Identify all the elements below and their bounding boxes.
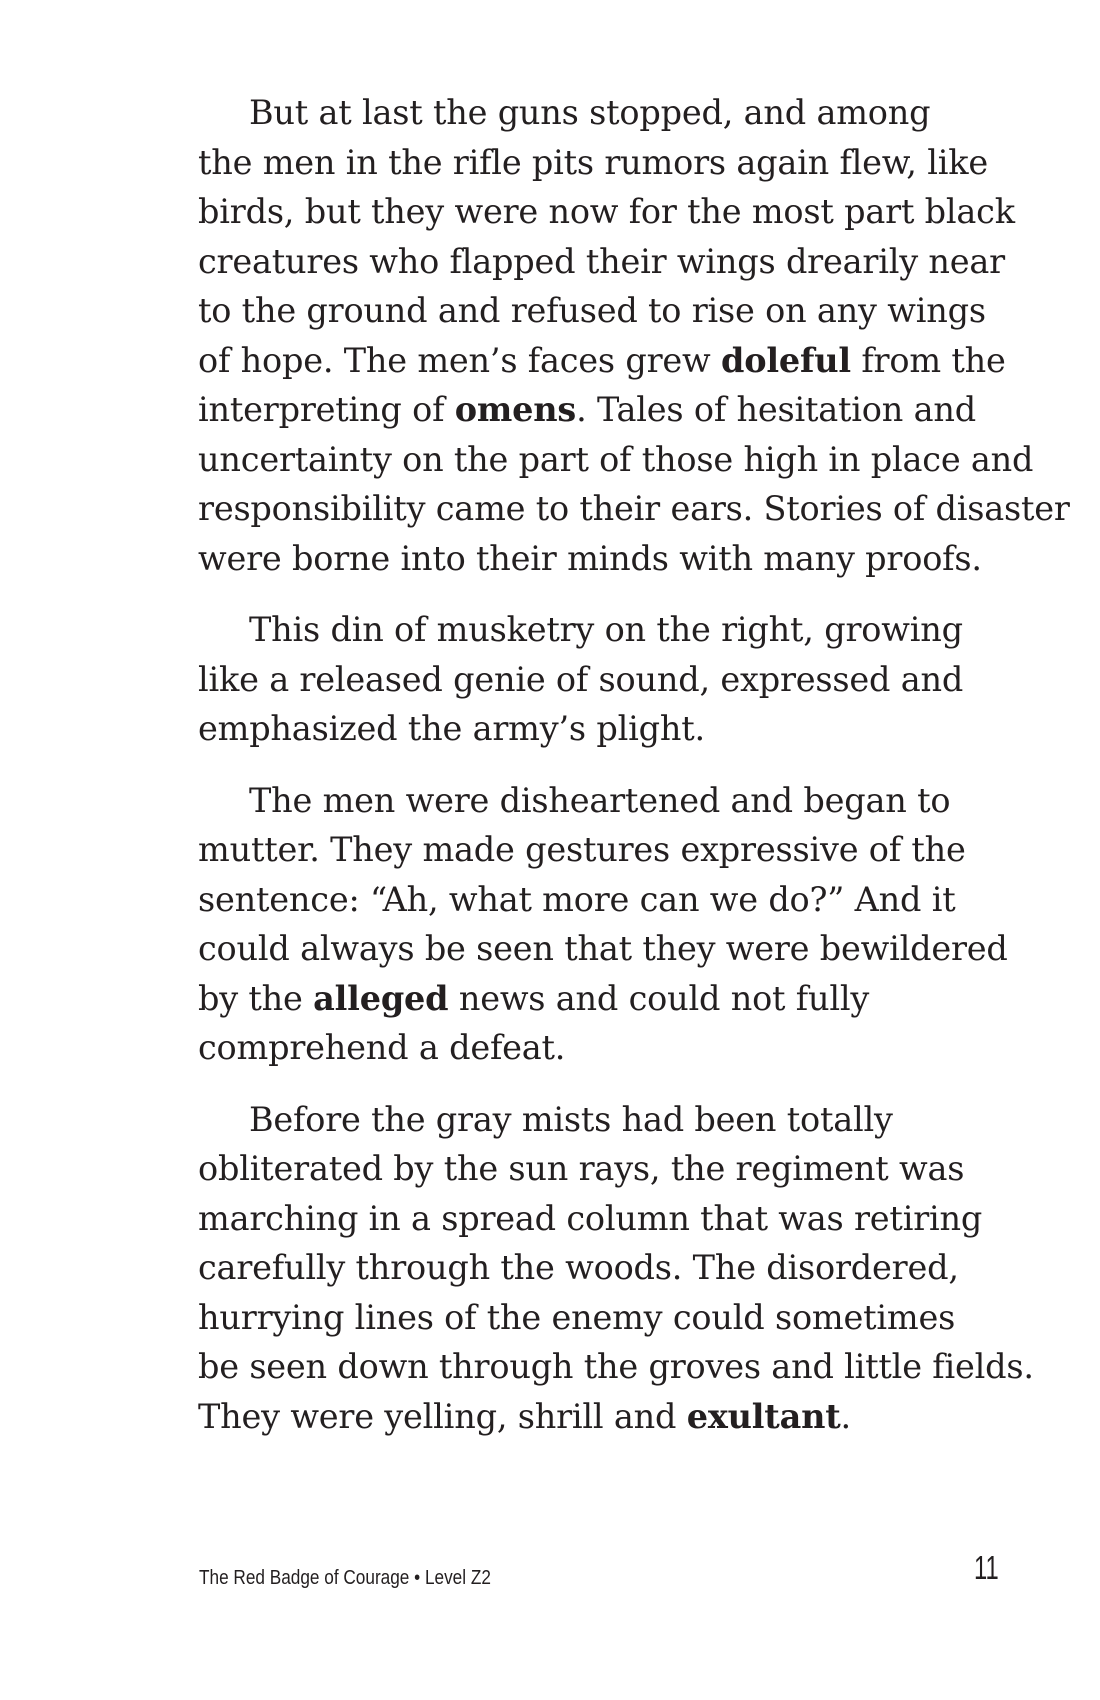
text-line — [198, 875, 998, 925]
text-line — [198, 1144, 998, 1194]
text-segment: . — [840, 1396, 851, 1436]
text-line — [198, 924, 1008, 974]
text-line — [198, 1095, 998, 1145]
text-line — [198, 1293, 998, 1343]
page-number: 11 — [974, 1549, 999, 1586]
text-line — [198, 1243, 998, 1293]
text-segment: birds, but they were now for the most part black — [198, 192, 1015, 231]
text-line — [198, 776, 998, 826]
text-segment: comprehend a defeat. — [198, 1028, 566, 1067]
text-segment: obliterated by the sun rays, the regiment was — [198, 1149, 965, 1188]
text-line — [198, 974, 998, 1024]
text-segment: This din of musketry on the right, growing — [249, 610, 963, 649]
vocabulary-word: doleful — [720, 340, 851, 380]
text-line — [198, 1023, 998, 1073]
text-segment: uncertainty on the part of those high in place and — [198, 439, 1034, 479]
text-segment: news and could not fully — [448, 978, 870, 1018]
text-segment: by the — [198, 978, 314, 1018]
text-segment: interpreting of — [198, 390, 455, 429]
text-segment: marching in a spread column that was retiring — [198, 1198, 983, 1238]
vocabulary-word: alleged — [313, 978, 449, 1018]
text-line — [198, 655, 998, 705]
vocabulary-word: omens — [454, 390, 577, 429]
text-segment: from the — [850, 340, 1006, 380]
text-segment: creatures who flapped their wings drearily near — [198, 241, 1005, 281]
text-segment: mutter. They made gestures expressive of the — [198, 830, 966, 869]
paragraph — [198, 605, 998, 754]
text-segment: emphasized the army’s plight. — [198, 709, 705, 748]
text-line — [198, 88, 998, 138]
footer-book-title: The Red Badge of Courage • Level Z2 — [199, 1567, 491, 1589]
paragraph — [198, 88, 1070, 583]
text-line — [198, 385, 998, 435]
text-line — [198, 484, 1070, 534]
text-line — [198, 825, 998, 875]
text-line — [198, 1392, 998, 1442]
text-segment: be seen down through the groves and little fields. — [198, 1347, 1034, 1386]
body-text — [198, 88, 1070, 1463]
paragraph — [198, 1095, 1034, 1442]
text-segment: like a released genie of sound, expressed and — [198, 659, 964, 699]
text-line — [198, 286, 998, 336]
text-line — [198, 704, 998, 754]
text-line — [198, 187, 1015, 237]
text-line — [198, 1194, 998, 1244]
text-segment: carefully through the woods. The disordered, — [198, 1248, 959, 1287]
text-segment: hurrying lines of the enemy could sometimes — [198, 1297, 956, 1337]
vocabulary-word: exultant — [686, 1396, 841, 1436]
text-line — [198, 534, 998, 584]
text-segment: the men in the rifle pits rumors again flew, like — [198, 142, 988, 182]
text-segment: The men were disheartened and began to — [249, 780, 951, 820]
text-segment: were borne into their minds with many proofs. — [198, 538, 982, 578]
text-segment: of hope. The men’s faces grew — [198, 340, 721, 380]
text-segment: could always be seen that they were bewildered — [198, 929, 1008, 968]
text-segment: They were yelling, shrill and — [198, 1396, 687, 1436]
text-segment: Before the gray mists had been totally — [249, 1099, 893, 1139]
text-line — [198, 1342, 1034, 1392]
text-segment: to the ground and refused to rise on any wings — [198, 291, 986, 330]
paragraph — [198, 776, 1008, 1073]
text-segment: sentence: “Ah, what more can we do?” And it — [198, 879, 956, 919]
text-line — [198, 605, 998, 655]
text-line — [198, 435, 1034, 485]
text-line — [198, 138, 998, 188]
text-segment: . Tales of hesitation and — [576, 390, 976, 429]
text-segment: responsibility came to their ears. Stories of disaster — [198, 489, 1070, 528]
text-line — [198, 237, 1005, 287]
text-segment: But at last the guns stopped, and among — [249, 93, 931, 132]
text-line — [198, 336, 1006, 386]
